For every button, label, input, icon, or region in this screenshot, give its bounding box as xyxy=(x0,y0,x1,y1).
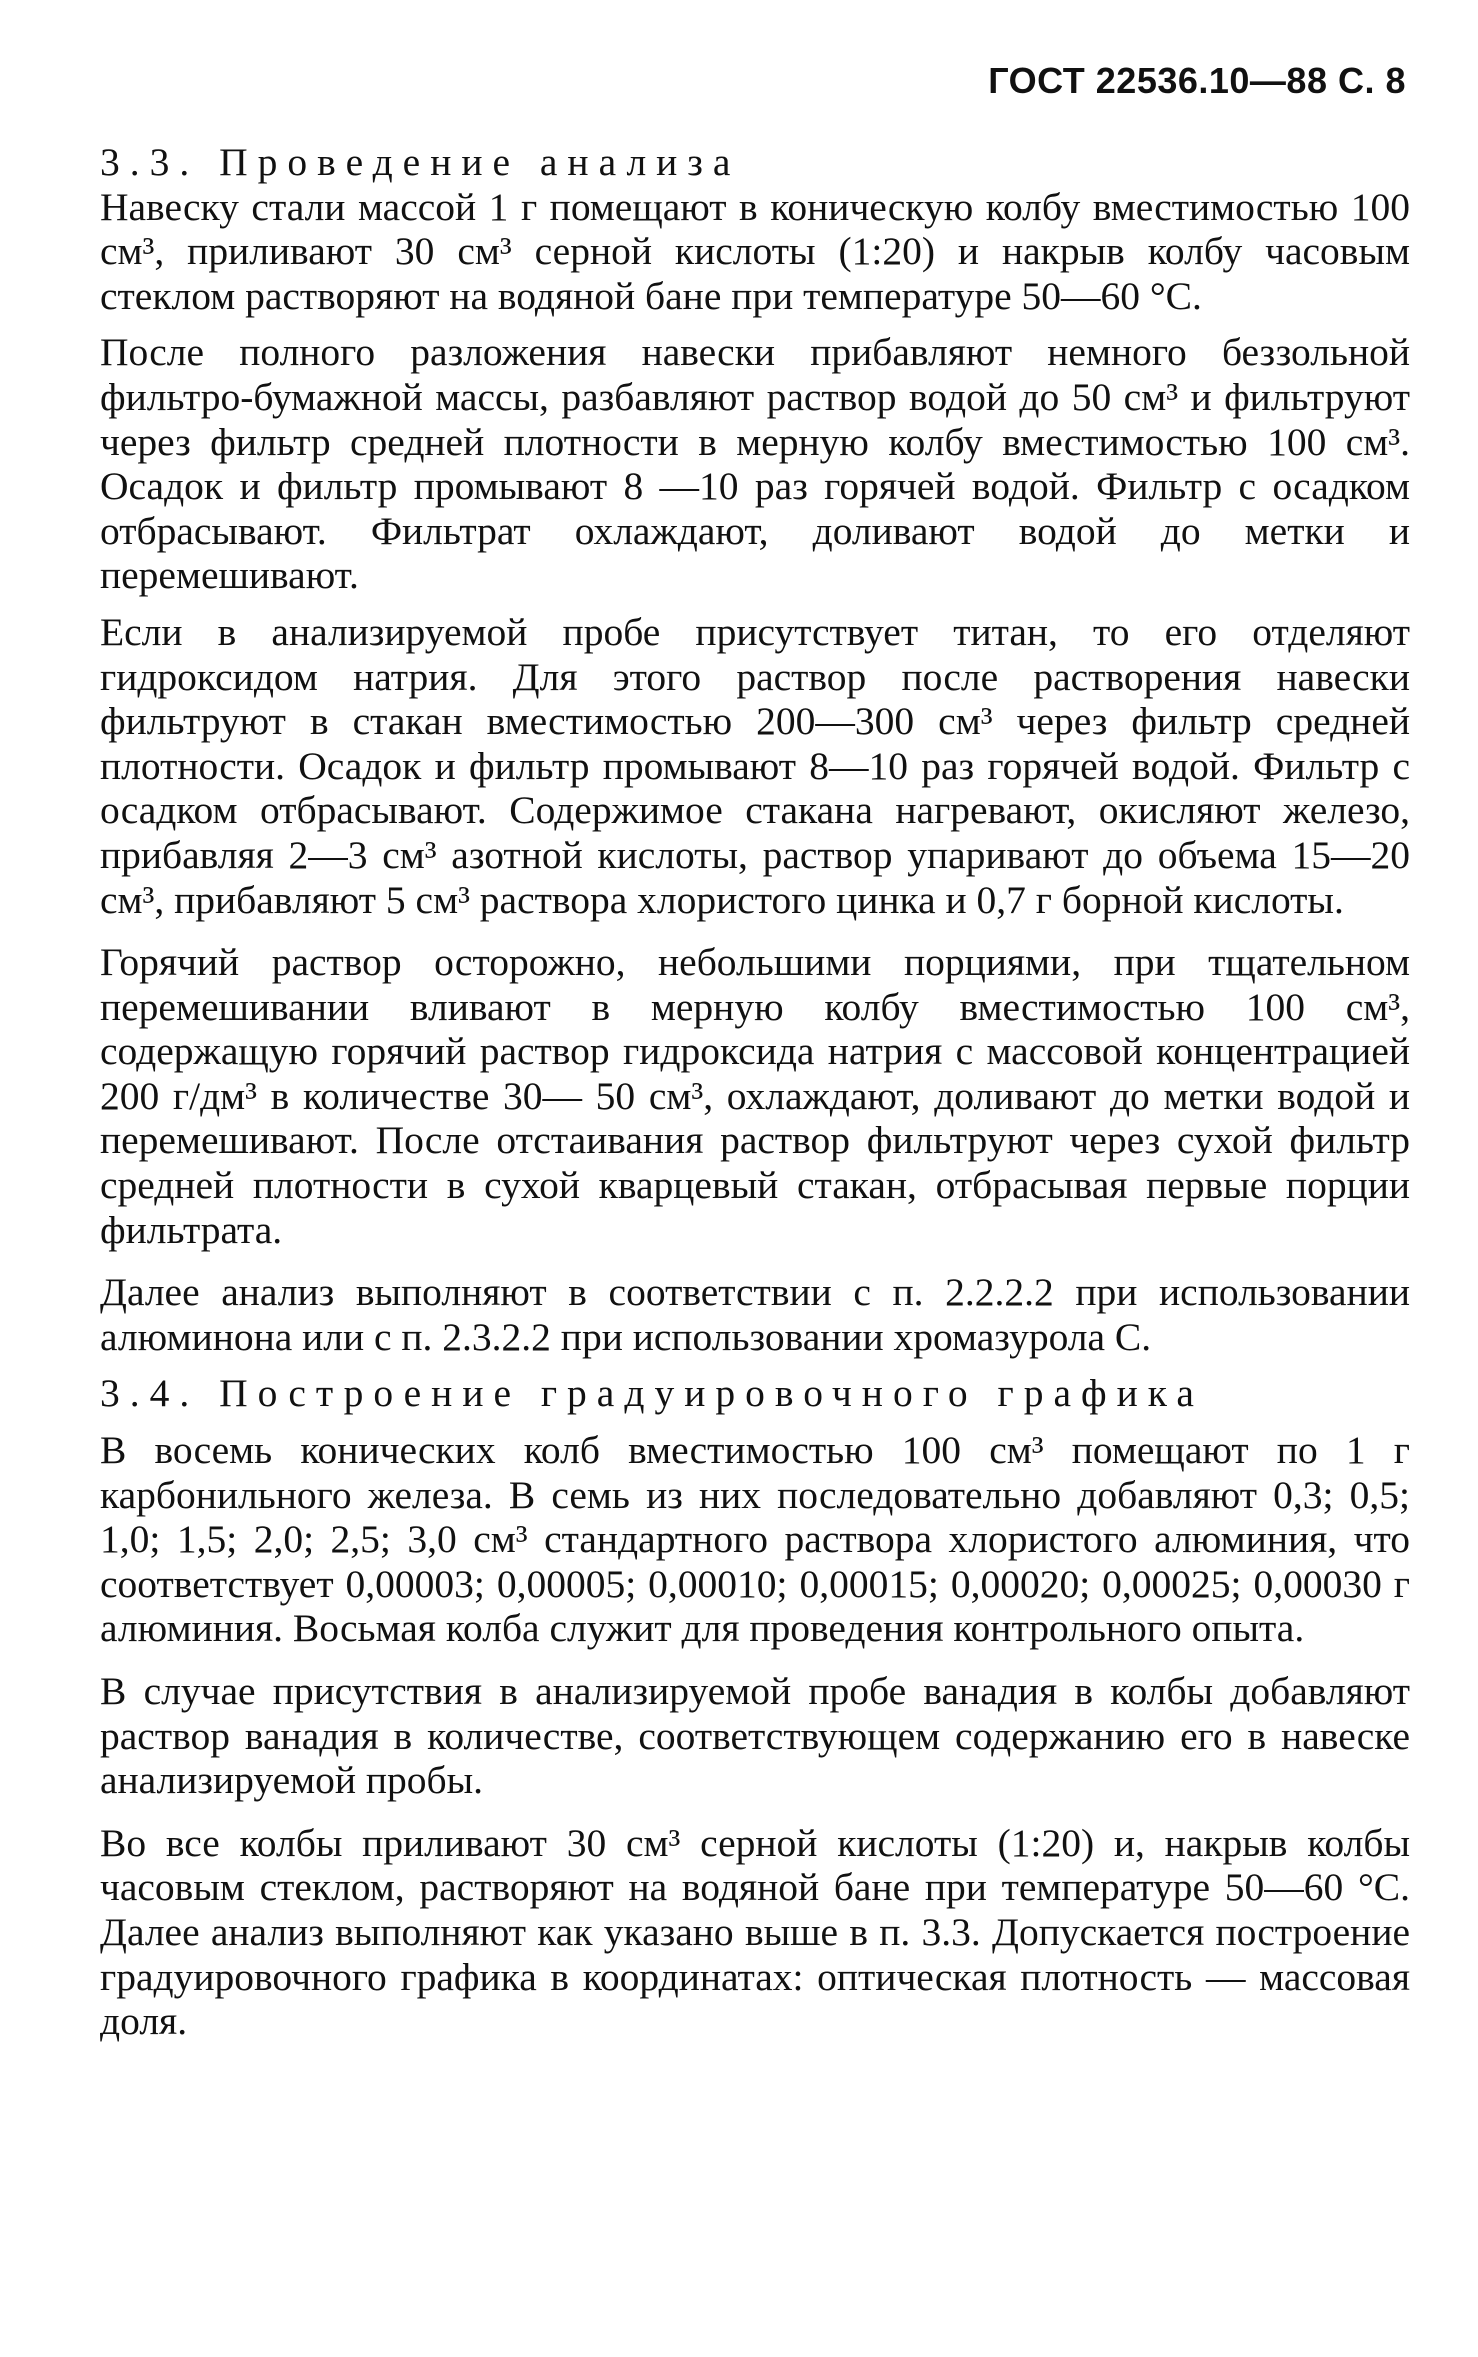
paragraph: Навеску стали массой 1 г помещают в коническую колбу вместимостью 100 см³, приливают 30 см³ серной кислоты (1:20) и накрыв колбу часовым стеклом растворяют на водяной бане при температуре 50—60 °С. xyxy=(100,184,1410,318)
section-heading: 3.3. Проведение анализа xyxy=(100,140,741,184)
paragraph: Если в анализируемой пробе присутствует титан, то его отделяют гидроксидом натрия. Для этого раствор после растворения навески фильтруют в стакан вместимостью 200—300 см³ через фильтр средней плотности. Осадок и фильтр промывают 8—10 раз горячей водой. Фильтр с осадком отбрасывают. Содержимое стакана нагревают, окисляют железо, прибавляя 2—3 см³ азотной кислоты, раствор упаривают до объема 15—20 см³, прибавляют 5 см³ раствора хлористого цинка и 0,7 г борной кислоты. xyxy=(100,609,1410,922)
section-heading: 3.4. Построение градуировочного графика xyxy=(100,1371,1204,1416)
paragraph: Далее анализ выполняют в соответствии с п. 2.2.2.2 при использовании алюминона или с п. 2.3.2.2 при использовании хромазурола С. xyxy=(100,1270,1410,1359)
page-header: ГОСТ 22536.10—88 С. 8 xyxy=(988,60,1406,101)
paragraph: В восемь конических колб вместимостью 100 см³ помещают по 1 г карбонильного железа. В семь из них последовательно добавляют 0,3; 0,5; 1,0; 1,5; 2,0; 2,5; 3,0 см³ стандартного раствора хлористого алюминия, что соответствует 0,00003; 0,00005; 0,00010; 0,00015; 0,00020; 0,00025; 0,00030 г алюминия. Восьмая колба служит для проведения контрольного опыта. xyxy=(100,1428,1410,1651)
paragraph: После полного разложения навески прибавляют немного беззольной фильтро-бумажной массы, разбавляют раствор водой до 50 см³ и фильтруют через фильтр средней плотности в мерную колбу вместимостью 100 см³. Осадок и фильтр промывают 8 —10 раз горячей водой. Фильтр с осадком отбрасывают. Фильтрат охлаждают, доливают водой до метки и перемешивают. xyxy=(100,330,1410,598)
paragraph: Во все колбы приливают 30 см³ серной кислоты (1:20) и, накрыв колбы часовым стеклом, растворяют на водяной бане при температуре 50—60 °С. Далее анализ выполняют как указано выше в п. 3.3. Допускается построение градуировочного графика в координатах: оптическая плотность — массовая доля. xyxy=(100,1820,1410,2044)
paragraph: Горячий раствор осторожно, небольшими порциями, при тщательном перемешивании вливают в мерную колбу вместимостью 100 см³, содержащую горячий раствор гидроксида натрия с массовой концентрацией 200 г/дм³ в количестве 30— 50 см³, охлаждают, доливают до метки водой и перемешивают. После отстаивания раствор фильтруют через сухой фильтр средней плотности в сухой кварцевый стакан, отбрасывая первые порции фильтрата. xyxy=(100,940,1410,1252)
document-body xyxy=(100,140,1410,2044)
paragraph: В случае присутствия в анализируемой пробе ванадия в колбы добавляют раствор ванадия в количестве, соответствующем содержанию его в навеске анализируемой пробы. xyxy=(100,1669,1410,1803)
